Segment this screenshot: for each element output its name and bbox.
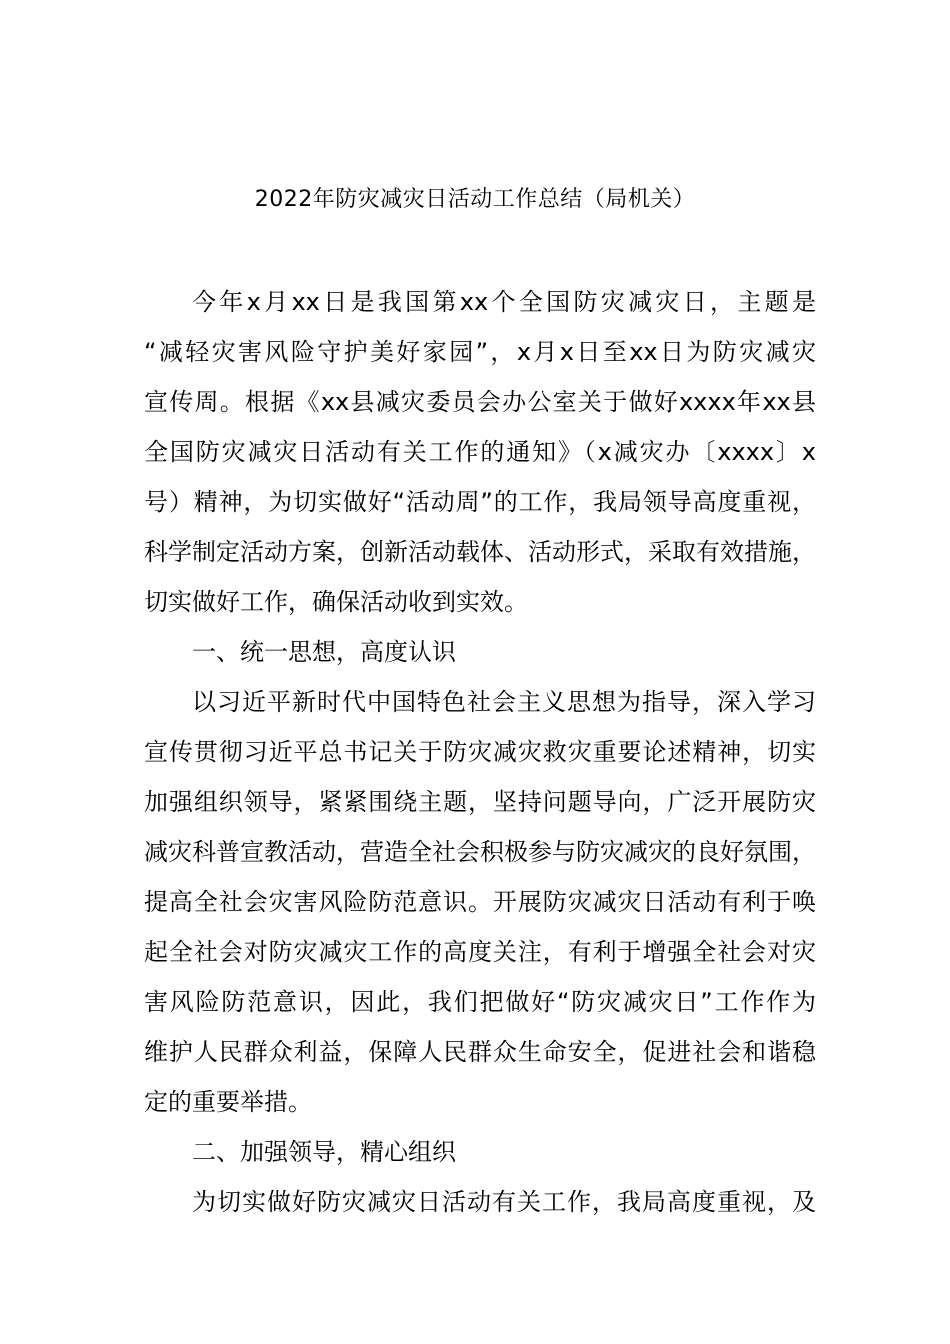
document-title: 2022年防灾减灾日活动工作总结（局机关） (254, 187, 696, 212)
paragraph-line: 维护人民群众利益，保障人民群众生命安全，促进社会和谐稳 (144, 1038, 816, 1066)
paragraph-line: 切实做好工作，确保活动收到实效。 (144, 588, 528, 616)
paragraph-line: 提高全社会灾害风险防范意识。开展防灾减灾日活动有利于唤 (144, 888, 816, 916)
paragraph-line: 宣传周。根据《xx县减灾委员会办公室关于做好xxxx年xx县 (144, 388, 816, 416)
paragraph-line: 定的重要举措。 (144, 1088, 312, 1116)
paragraph-line: 全国防灾减灾日活动有关工作的通知》（x减灾办〔xxxx〕x (144, 438, 816, 466)
paragraph-line: “减轻灾害风险守护美好家园”，x月x日至xx日为防灾减灾 (144, 338, 816, 366)
paragraph-line: 加强组织领导，紧紧围绕主题，坚持问题导向，广泛开展防灾 (144, 788, 816, 816)
paragraph-line: 今年x月xx日是我国第xx个全国防灾减灾日，主题是 (192, 288, 816, 316)
paragraph-line: 减灾科普宣教活动，营造全社会积极参与防灾减灾的良好氛围， (144, 838, 816, 866)
section-heading: 二、加强领导，精心组织 (192, 1138, 456, 1166)
paragraph-line: 号）精神，为切实做好“活动周”的工作，我局领导高度重视， (144, 488, 816, 516)
paragraph-line: 害风险防范意识，因此，我们把做好“防灾减灾日”工作作为 (144, 988, 816, 1016)
paragraph-line: 以习近平新时代中国特色社会主义思想为指导，深入学习 (192, 688, 816, 716)
section-heading: 一、统一思想，高度认识 (192, 638, 456, 666)
paragraph-line: 起全社会对防灾减灾工作的高度关注，有利于增强全社会对灾 (144, 938, 816, 966)
paragraph-line: 科学制定活动方案，创新活动载体、活动形式，采取有效措施， (144, 538, 816, 566)
document-body (144, 283, 816, 1233)
paragraph-line: 为切实做好防灾减灾日活动有关工作，我局高度重视，及 (192, 1188, 816, 1216)
paragraph-line: 宣传贯彻习近平总书记关于防灾减灾救灾重要论述精神，切实 (144, 738, 816, 766)
